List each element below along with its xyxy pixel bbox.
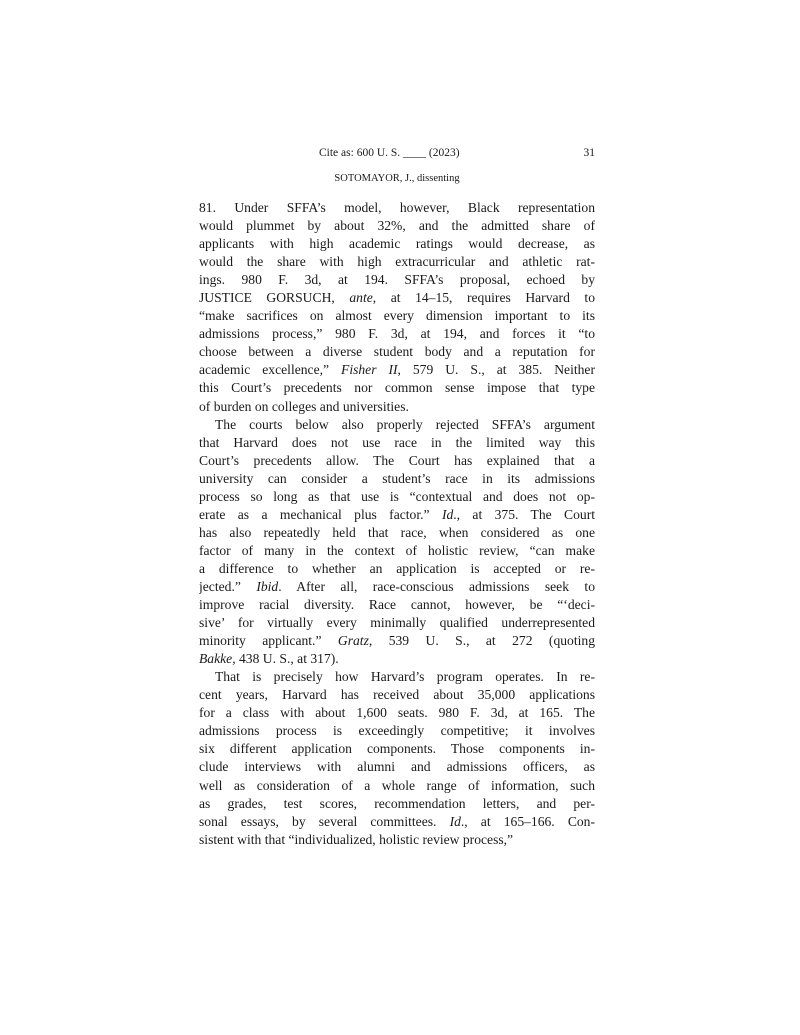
text-line: sive’ for virtually every minimally qualified underrepresented: [199, 615, 595, 631]
text-line: for a class with about 1,600 seats. 980 F. 3d, at 165. The: [199, 705, 595, 721]
text-line: admissions process,” 980 F. 3d, at 194, and forces it “to: [199, 326, 595, 342]
paragraph: [199, 668, 595, 848]
text-line: jected.” Ibid. After all, race-conscious admissions seek to: [199, 578, 595, 594]
text-line: would the share with high extracurricular and athletic rat-: [199, 254, 595, 270]
text-line: that Harvard does not use race in the limited way this: [199, 434, 595, 450]
citation-line: Cite as: 600 U. S. ____ (2023): [319, 147, 460, 159]
text-line: choose between a diverse student body and a reputation for: [199, 344, 595, 360]
running-head: [199, 147, 595, 167]
document-page: [199, 147, 595, 849]
text-line: this Court’s precedents nor common sense impose that type: [199, 380, 595, 396]
text-line: Court’s precedents allow. The Court has explained that a: [199, 452, 595, 468]
text-line: erate as a mechanical plus factor.” Id., at 375. The Court: [199, 506, 595, 522]
text-line: six different application components. Those components in-: [199, 741, 595, 757]
text-line: “make sacrifices on almost every dimension important to its: [199, 308, 595, 324]
opinion-body: [199, 199, 595, 849]
text-line: of burden on colleges and universities.: [199, 398, 409, 414]
text-line: applicants with high academic ratings would decrease, as: [199, 236, 595, 252]
text-line: admissions process is exceedingly competitive; it involves: [199, 723, 595, 739]
text-line: has also repeatedly held that race, when considered as one: [199, 524, 595, 540]
text-line: a difference to whether an application is accepted or re-: [199, 560, 595, 576]
text-line: would plummet by about 32%, and the admitted share of: [199, 218, 595, 234]
text-line: cent years, Harvard has received about 35,000 applications: [199, 687, 595, 703]
text-line: Bakke, 438 U. S., at 317).: [199, 651, 339, 667]
text-line: The courts below also properly rejected SFFA’s argument: [215, 416, 595, 432]
paragraph: [199, 416, 595, 669]
text-line: ings. 980 F. 3d, at 194. SFFA’s proposal, echoed by: [199, 272, 595, 288]
text-line: factor of many in the context of holistic review, “can make: [199, 542, 595, 558]
paragraph: [199, 199, 595, 416]
text-line: minority applicant.” Gratz, 539 U. S., at 272 (quoting: [199, 633, 595, 649]
text-line: JUSTICE GORSUCH, ante, at 14–15, requires Harvard to: [199, 290, 595, 306]
text-line: sonal essays, by several committees. Id., at 165–166. Con-: [199, 813, 595, 829]
text-line: 81. Under SFFA’s model, however, Black representation: [199, 200, 595, 215]
author-suffix: , J., dissenting: [399, 173, 460, 184]
text-line: improve racial diversity. Race cannot, however, be “‘deci-: [199, 597, 595, 613]
text-line: sistent with that “individualized, holistic review process,”: [199, 831, 514, 847]
author-name-smallcaps: OTOMAYOR: [340, 173, 400, 184]
page-number: 31: [583, 147, 595, 159]
text-line: That is precisely how Harvard’s program operates. In re-: [215, 669, 595, 685]
text-line: well as consideration of a whole range of information, such: [199, 777, 595, 793]
opinion-author-line: [199, 173, 595, 193]
text-line: process so long as that use is “contextual and does not op-: [199, 488, 595, 504]
text-line: university can consider a student’s race in its admissions: [199, 470, 595, 486]
text-line: academic excellence,” Fisher II, 579 U. S., at 385. Neither: [199, 362, 595, 378]
text-line: as grades, test scores, recommendation letters, and per-: [199, 795, 595, 811]
text-line: clude interviews with alumni and admissions officers, as: [199, 759, 595, 775]
author-initial: S: [334, 173, 341, 184]
